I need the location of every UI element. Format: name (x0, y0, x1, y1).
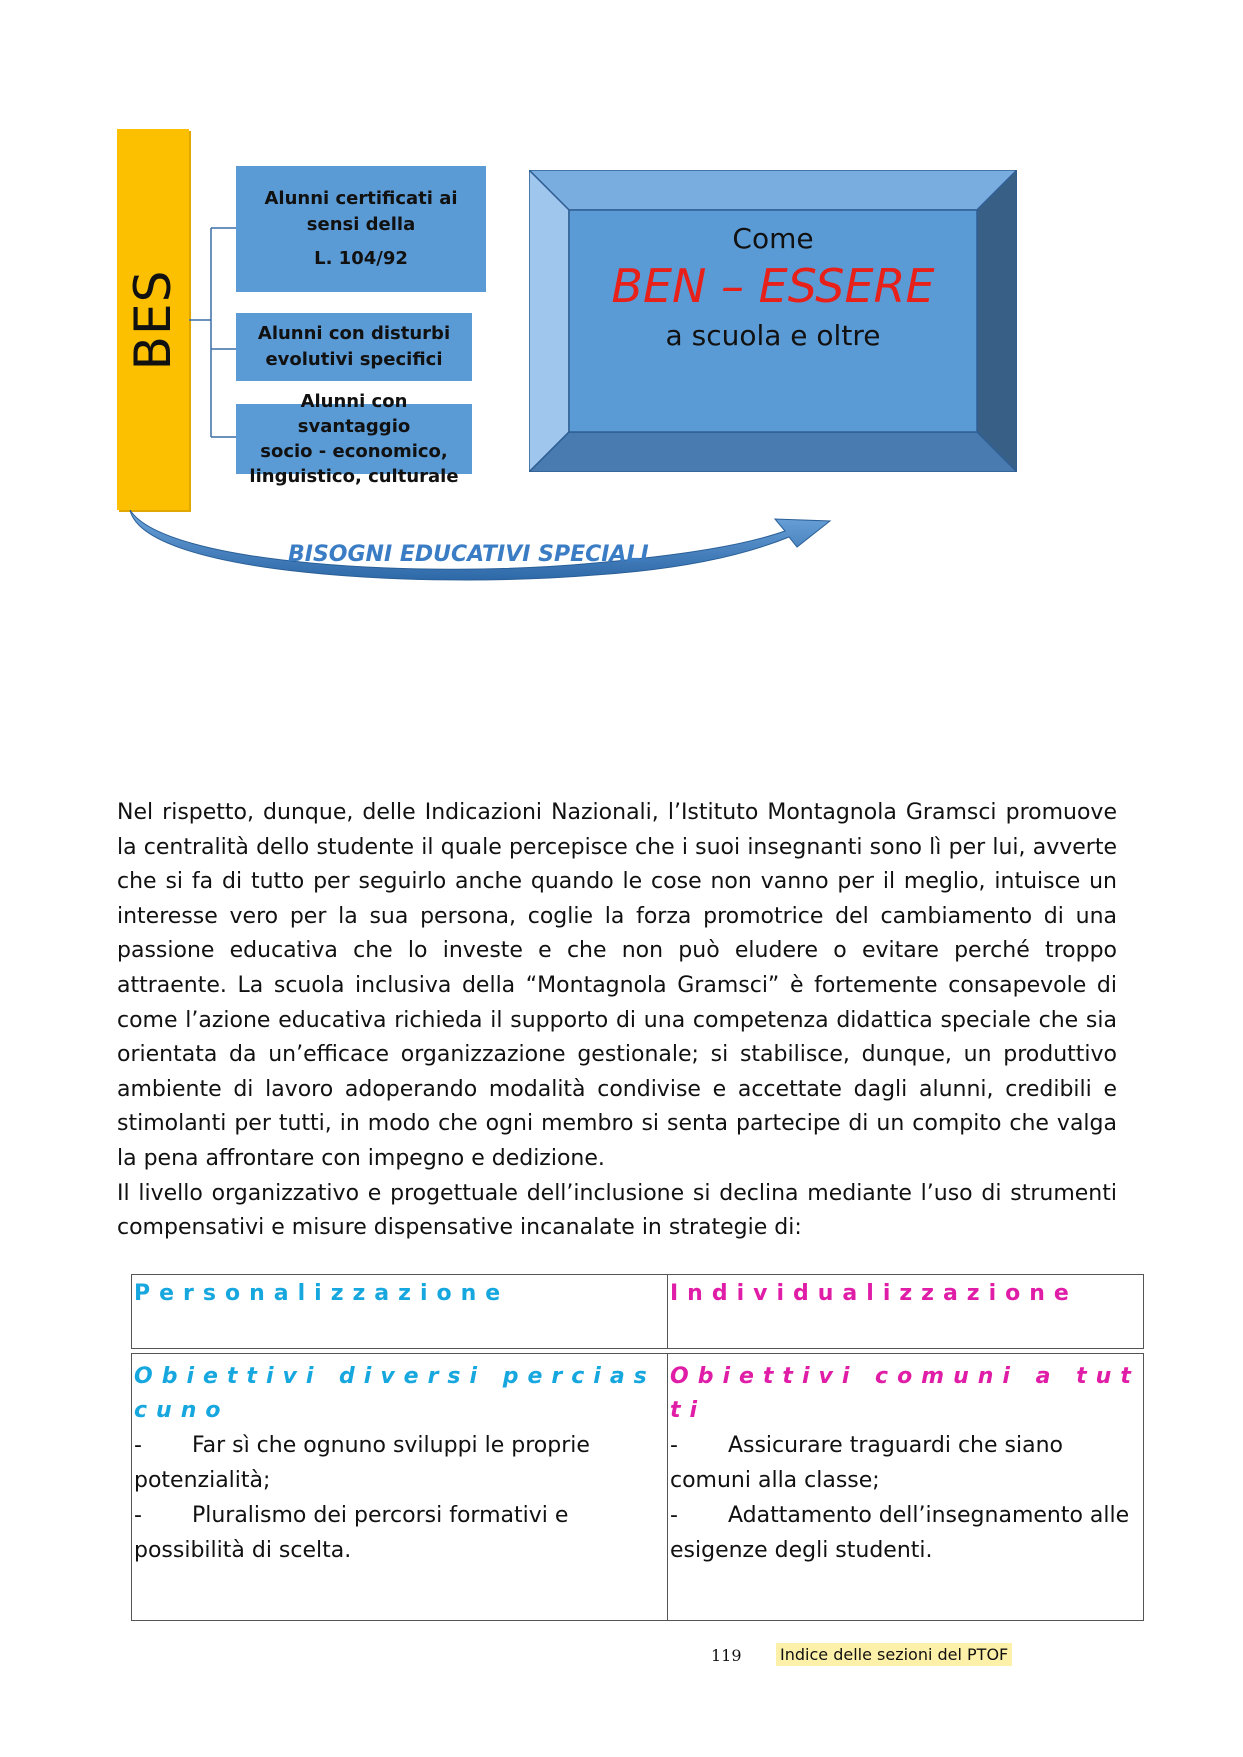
bullet-dash: - (134, 1503, 142, 1528)
objective-comuni: Obiettivi comuni a tutti (670, 1364, 1140, 1423)
come-text: Come (732, 222, 814, 255)
bes-label: BES (124, 269, 182, 370)
paragraph-intro: Nel rispetto, dunque, delle Indicazioni Nazionali, l’Istituto Montagnola Gramsci promuove la centralità dello studente il quale percepisce che i suoi insegnanti sono lì per lui, avverte che si fa di tutto per seguirlo anche quando le cose non vanno per il meglio, intuisce un interesse vero per la sua persona, coglie la forza promotrice del cambiamento di una passione educativa che lo investe e che non può eludere o evitare perché troppo attraente. La scuola inclusiva della “Montagnola Gramsci” è fortemente consapevole di come l’azione educativa richieda il supporto di una competenza didattica speciale che sia orientata da un’efficace organizzazione gestionale; si stabilisce, dunque, un produttivo ambiente di lavoro adoperando modalità condivise e accettate dagli alunni, credibili e stimolanti per tutti, in modo che ogni membro si senta partecipe di un compito che valga la pena affrontare con impegno e dedizione. (117, 800, 1117, 1171)
category-line: L. 104/92 (314, 248, 408, 269)
category-line: linguistico, culturale (249, 466, 459, 487)
bullet-dash: - (670, 1503, 678, 1528)
table-cell (668, 1354, 1143, 1620)
category-line: socio - economico, (260, 441, 448, 462)
table-row (131, 1353, 1144, 1621)
category-disturbi (236, 313, 472, 381)
header-personalizzazione: Personalizzazione (134, 1281, 510, 1306)
page-number: 119 (711, 1646, 742, 1665)
table-cell (668, 1275, 1143, 1348)
category-line: Alunni con svantaggio (297, 391, 411, 437)
table-cell (132, 1354, 668, 1620)
category-line: Alunni certificati ai (264, 188, 458, 209)
bullet-dash: - (670, 1433, 678, 1458)
category-line: evolutivi specifici (265, 349, 443, 370)
paragraph-strategies: Il livello organizzativo e progettuale dell’inclusione si declina mediante l’uso di strumenti compensativi e misure dispensative incanalate in strategie di: (117, 1180, 1117, 1241)
bracket-connector (189, 225, 237, 445)
strategies-table (131, 1274, 1144, 1621)
list-item-text: Far sì che ognuno sviluppi le proprie potenzialità; (134, 1433, 590, 1493)
body-text (117, 796, 1117, 1246)
bisogni-educativi-label: BISOGNI EDUCATIVI SPECIALI (288, 542, 649, 567)
table-header-row (131, 1274, 1144, 1349)
list-item (134, 1428, 665, 1498)
list-item-text: Pluralismo dei percorsi formativi e possibilità di scelta. (134, 1503, 569, 1563)
bullet-dash: - (134, 1433, 142, 1458)
scuola-text: a scuola e oltre (665, 319, 881, 352)
header-individualizzazione: Individualizzazione (670, 1281, 1078, 1306)
objective-diversi: Obiettivi diversi perciascuno (134, 1364, 656, 1423)
ben-essere-title: BEN – ESSERE (611, 259, 935, 313)
index-link[interactable]: Indice delle sezioni del PTOF (776, 1643, 1012, 1666)
list-item-text: Adattamento dell’insegnamento alle esigenze degli studenti. (670, 1503, 1130, 1563)
bes-bar (117, 129, 189, 510)
category-line: Alunni con disturbi (257, 323, 451, 344)
ben-essere-content (568, 212, 978, 430)
list-item (134, 1498, 665, 1568)
category-line: sensi della (306, 214, 416, 235)
category-svantaggio (236, 391, 472, 487)
table-cell (132, 1275, 668, 1348)
list-item (670, 1498, 1141, 1568)
list-item (670, 1428, 1141, 1498)
list-item-text: Assicurare traguardi che siano comuni alla classe; (670, 1433, 1063, 1493)
category-certificati (236, 166, 486, 292)
